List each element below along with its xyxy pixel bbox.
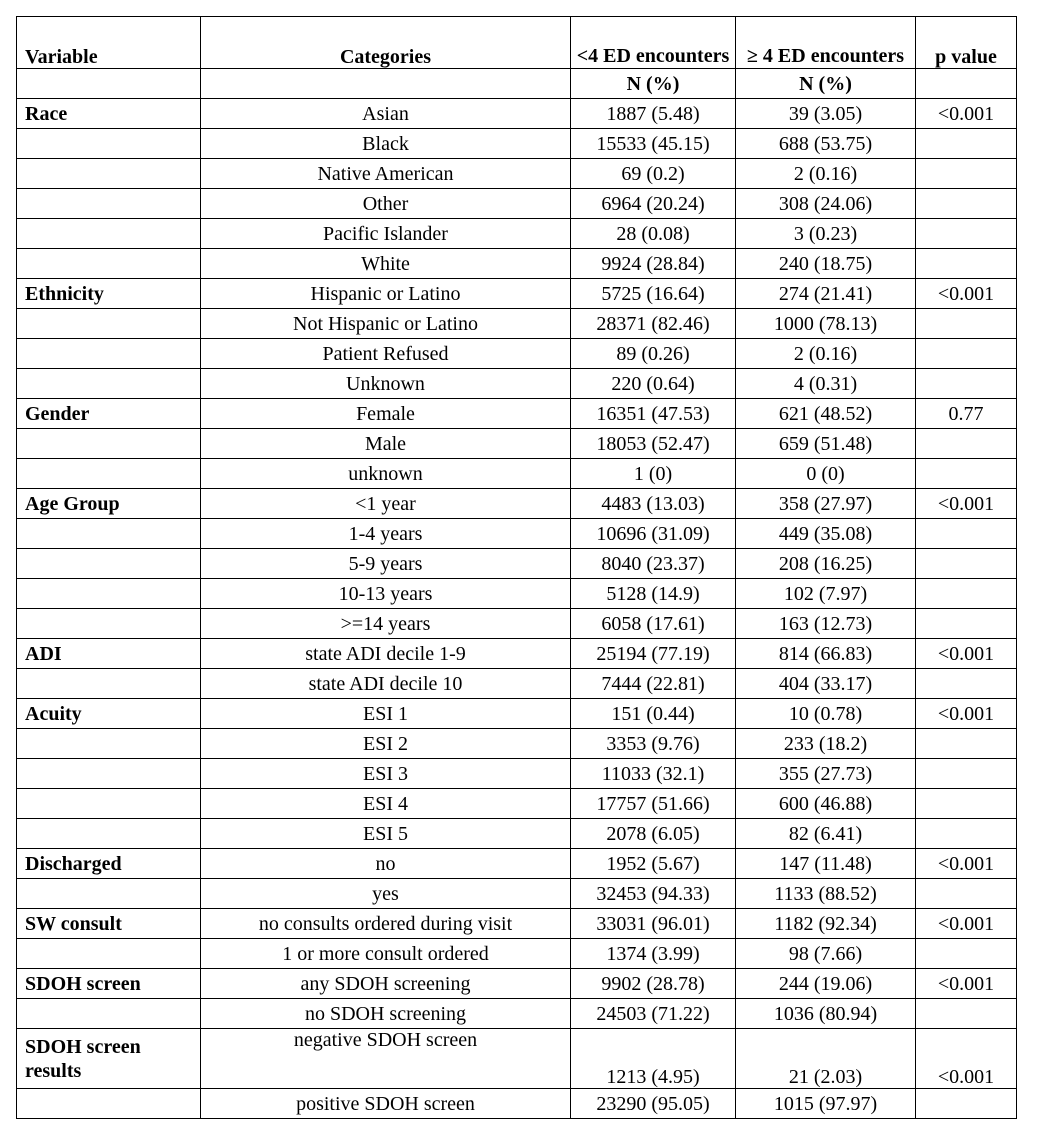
table-row [17, 639, 1017, 669]
ge4-value-cell: 21 (2.03) [736, 1029, 916, 1089]
table-row [17, 309, 1017, 339]
table-row [17, 489, 1017, 519]
p-value-cell: <0.001 [916, 849, 1017, 879]
variable-cell [17, 309, 201, 339]
lt4-value-cell: 6964 (20.24) [571, 189, 736, 219]
header-categories: Categories [201, 17, 571, 69]
variable-cell [17, 789, 201, 819]
p-value-cell [916, 939, 1017, 969]
table-row [17, 609, 1017, 639]
p-value-cell [916, 729, 1017, 759]
variable-cell [17, 339, 201, 369]
lt4-value-cell: 1887 (5.48) [571, 99, 736, 129]
header-ge4-encounters: ≥ 4 ED encounters [736, 17, 916, 69]
p-value-cell [916, 1089, 1017, 1119]
ge4-value-cell: 621 (48.52) [736, 399, 916, 429]
ge4-value-cell: 98 (7.66) [736, 939, 916, 969]
ge4-value-cell: 1182 (92.34) [736, 909, 916, 939]
category-cell: state ADI decile 10 [201, 669, 571, 699]
variable-cell: Discharged [17, 849, 201, 879]
lt4-value-cell: 7444 (22.81) [571, 669, 736, 699]
category-cell: Unknown [201, 369, 571, 399]
lt4-value-cell: 1374 (3.99) [571, 939, 736, 969]
lt4-value-cell: 5725 (16.64) [571, 279, 736, 309]
variable-cell [17, 609, 201, 639]
ge4-value-cell: 102 (7.97) [736, 579, 916, 609]
p-value-cell: <0.001 [916, 639, 1017, 669]
table-row [17, 189, 1017, 219]
ge4-value-cell: 449 (35.08) [736, 519, 916, 549]
table-row [17, 849, 1017, 879]
variable-cell: ADI [17, 639, 201, 669]
category-cell: Other [201, 189, 571, 219]
lt4-value-cell: 32453 (94.33) [571, 879, 736, 909]
ge4-value-cell: 308 (24.06) [736, 189, 916, 219]
variable-cell: Ethnicity [17, 279, 201, 309]
category-cell: Patient Refused [201, 339, 571, 369]
variable-cell [17, 429, 201, 459]
variable-cell [17, 219, 201, 249]
ge4-value-cell: 1000 (78.13) [736, 309, 916, 339]
p-value-cell [916, 429, 1017, 459]
variable-cell [17, 249, 201, 279]
ge4-value-cell: 2 (0.16) [736, 339, 916, 369]
p-value-cell [916, 579, 1017, 609]
table-row [17, 579, 1017, 609]
table-row [17, 819, 1017, 849]
table-row [17, 159, 1017, 189]
variable-cell [17, 1089, 201, 1119]
table-row [17, 219, 1017, 249]
header-row [17, 17, 1017, 69]
lt4-value-cell: 15533 (45.15) [571, 129, 736, 159]
ge4-value-cell: 244 (19.06) [736, 969, 916, 999]
p-value-cell [916, 189, 1017, 219]
p-value-cell: <0.001 [916, 99, 1017, 129]
table-row [17, 249, 1017, 279]
category-cell: ESI 4 [201, 789, 571, 819]
lt4-value-cell: 28 (0.08) [571, 219, 736, 249]
lt4-value-cell: 8040 (23.37) [571, 549, 736, 579]
category-cell: 10-13 years [201, 579, 571, 609]
header-variable: Variable [17, 17, 201, 69]
p-value-cell [916, 519, 1017, 549]
ge4-value-cell: 4 (0.31) [736, 369, 916, 399]
variable-cell: Race [17, 99, 201, 129]
ge4-value-cell: 82 (6.41) [736, 819, 916, 849]
table-row [17, 759, 1017, 789]
table-row [17, 729, 1017, 759]
category-cell: no consults ordered during visit [201, 909, 571, 939]
lt4-value-cell: 9924 (28.84) [571, 249, 736, 279]
variable-cell [17, 189, 201, 219]
ge4-value-cell: 1015 (97.97) [736, 1089, 916, 1119]
lt4-value-cell: 1 (0) [571, 459, 736, 489]
ge4-value-cell: 355 (27.73) [736, 759, 916, 789]
header-lt4-encounters: <4 ED encounters [571, 17, 736, 69]
variable-cell [17, 369, 201, 399]
p-value-cell: <0.001 [916, 699, 1017, 729]
ge4-value-cell: 0 (0) [736, 459, 916, 489]
p-value-cell [916, 789, 1017, 819]
category-cell: ESI 1 [201, 699, 571, 729]
variable-cell [17, 939, 201, 969]
lt4-value-cell: 9902 (28.78) [571, 969, 736, 999]
category-cell: no [201, 849, 571, 879]
lt4-value-cell: 4483 (13.03) [571, 489, 736, 519]
category-cell: Female [201, 399, 571, 429]
ge4-value-cell: 659 (51.48) [736, 429, 916, 459]
table-container [16, 16, 1017, 1119]
variable-cell [17, 159, 201, 189]
category-cell: ESI 2 [201, 729, 571, 759]
category-cell: >=14 years [201, 609, 571, 639]
lt4-value-cell: 1952 (5.67) [571, 849, 736, 879]
p-value-cell [916, 999, 1017, 1029]
variable-cell [17, 549, 201, 579]
p-value-cell [916, 369, 1017, 399]
variable-cell [17, 459, 201, 489]
category-cell: 1-4 years [201, 519, 571, 549]
table-row [17, 669, 1017, 699]
ge4-value-cell: 208 (16.25) [736, 549, 916, 579]
category-cell: yes [201, 879, 571, 909]
table-row [17, 549, 1017, 579]
category-cell: ESI 3 [201, 759, 571, 789]
subheader-empty-pvalue [916, 69, 1017, 99]
variable-cell [17, 579, 201, 609]
p-value-cell: <0.001 [916, 279, 1017, 309]
table-row [17, 429, 1017, 459]
p-value-cell: 0.77 [916, 399, 1017, 429]
p-value-cell: <0.001 [916, 1029, 1017, 1089]
table-row [17, 999, 1017, 1029]
variable-cell [17, 129, 201, 159]
ge4-value-cell: 274 (21.41) [736, 279, 916, 309]
category-cell: 1 or more consult ordered [201, 939, 571, 969]
table-row [17, 519, 1017, 549]
lt4-value-cell: 220 (0.64) [571, 369, 736, 399]
variable-cell: SDOH screen results [17, 1029, 201, 1089]
lt4-value-cell: 69 (0.2) [571, 159, 736, 189]
ge4-value-cell: 1036 (80.94) [736, 999, 916, 1029]
p-value-cell [916, 759, 1017, 789]
table-row [17, 909, 1017, 939]
variable-cell [17, 819, 201, 849]
variable-cell: SDOH screen [17, 969, 201, 999]
category-cell: Male [201, 429, 571, 459]
ge4-value-cell: 240 (18.75) [736, 249, 916, 279]
p-value-cell [916, 159, 1017, 189]
ge4-value-cell: 39 (3.05) [736, 99, 916, 129]
variable-cell [17, 729, 201, 759]
ge4-value-cell: 1133 (88.52) [736, 879, 916, 909]
subheader-empty-variable [17, 69, 201, 99]
lt4-value-cell: 24503 (71.22) [571, 999, 736, 1029]
table-row [17, 1089, 1017, 1119]
table-row [17, 1029, 1017, 1089]
category-cell: Black [201, 129, 571, 159]
variable-cell: Acuity [17, 699, 201, 729]
lt4-value-cell: 3353 (9.76) [571, 729, 736, 759]
variable-cell [17, 519, 201, 549]
category-cell: positive SDOH screen [201, 1089, 571, 1119]
category-cell: <1 year [201, 489, 571, 519]
p-value-cell [916, 879, 1017, 909]
lt4-value-cell: 17757 (51.66) [571, 789, 736, 819]
table-row [17, 789, 1017, 819]
p-value-cell: <0.001 [916, 909, 1017, 939]
lt4-value-cell: 23290 (95.05) [571, 1089, 736, 1119]
variable-cell [17, 669, 201, 699]
ge4-value-cell: 233 (18.2) [736, 729, 916, 759]
subheader-row [17, 69, 1017, 99]
subheader-n-pct-lt4: N (%) [571, 69, 736, 99]
table-row [17, 279, 1017, 309]
ge4-value-cell: 404 (33.17) [736, 669, 916, 699]
p-value-cell [916, 339, 1017, 369]
category-cell: Not Hispanic or Latino [201, 309, 571, 339]
p-value-cell [916, 669, 1017, 699]
p-value-cell [916, 549, 1017, 579]
subheader-n-pct-ge4: N (%) [736, 69, 916, 99]
variable-cell [17, 879, 201, 909]
p-value-cell: <0.001 [916, 489, 1017, 519]
p-value-cell [916, 459, 1017, 489]
category-cell: ESI 5 [201, 819, 571, 849]
lt4-value-cell: 33031 (96.01) [571, 909, 736, 939]
subheader-empty-categories [201, 69, 571, 99]
variable-cell [17, 999, 201, 1029]
ge4-value-cell: 163 (12.73) [736, 609, 916, 639]
category-cell: negative SDOH screen [201, 1029, 571, 1089]
category-cell: Asian [201, 99, 571, 129]
ge4-value-cell: 10 (0.78) [736, 699, 916, 729]
category-cell: any SDOH screening [201, 969, 571, 999]
lt4-value-cell: 1213 (4.95) [571, 1029, 736, 1089]
lt4-value-cell: 151 (0.44) [571, 699, 736, 729]
lt4-value-cell: 28371 (82.46) [571, 309, 736, 339]
table-row [17, 969, 1017, 999]
table-row [17, 99, 1017, 129]
lt4-value-cell: 89 (0.26) [571, 339, 736, 369]
ge4-value-cell: 147 (11.48) [736, 849, 916, 879]
p-value-cell: <0.001 [916, 969, 1017, 999]
category-cell: 5-9 years [201, 549, 571, 579]
category-cell: no SDOH screening [201, 999, 571, 1029]
p-value-cell [916, 819, 1017, 849]
category-cell: state ADI decile 1-9 [201, 639, 571, 669]
ge4-value-cell: 688 (53.75) [736, 129, 916, 159]
lt4-value-cell: 11033 (32.1) [571, 759, 736, 789]
ge4-value-cell: 3 (0.23) [736, 219, 916, 249]
data-table [16, 16, 1017, 1119]
lt4-value-cell: 10696 (31.09) [571, 519, 736, 549]
category-cell: unknown [201, 459, 571, 489]
ge4-value-cell: 2 (0.16) [736, 159, 916, 189]
variable-cell: SW consult [17, 909, 201, 939]
ge4-value-cell: 814 (66.83) [736, 639, 916, 669]
header-p-value: p value [916, 17, 1017, 69]
variable-cell [17, 759, 201, 789]
table-row [17, 339, 1017, 369]
category-cell: Hispanic or Latino [201, 279, 571, 309]
p-value-cell [916, 129, 1017, 159]
variable-cell: Gender [17, 399, 201, 429]
p-value-cell [916, 219, 1017, 249]
category-cell: White [201, 249, 571, 279]
lt4-value-cell: 16351 (47.53) [571, 399, 736, 429]
category-cell: Pacific Islander [201, 219, 571, 249]
p-value-cell [916, 249, 1017, 279]
lt4-value-cell: 18053 (52.47) [571, 429, 736, 459]
category-cell: Native American [201, 159, 571, 189]
table-row [17, 879, 1017, 909]
lt4-value-cell: 25194 (77.19) [571, 639, 736, 669]
table-body [17, 99, 1017, 1119]
lt4-value-cell: 2078 (6.05) [571, 819, 736, 849]
table-row [17, 699, 1017, 729]
table-row [17, 939, 1017, 969]
table-row [17, 129, 1017, 159]
ge4-value-cell: 358 (27.97) [736, 489, 916, 519]
variable-cell: Age Group [17, 489, 201, 519]
table-row [17, 369, 1017, 399]
lt4-value-cell: 5128 (14.9) [571, 579, 736, 609]
table-row [17, 399, 1017, 429]
table-row [17, 459, 1017, 489]
p-value-cell [916, 609, 1017, 639]
p-value-cell [916, 309, 1017, 339]
ge4-value-cell: 600 (46.88) [736, 789, 916, 819]
lt4-value-cell: 6058 (17.61) [571, 609, 736, 639]
